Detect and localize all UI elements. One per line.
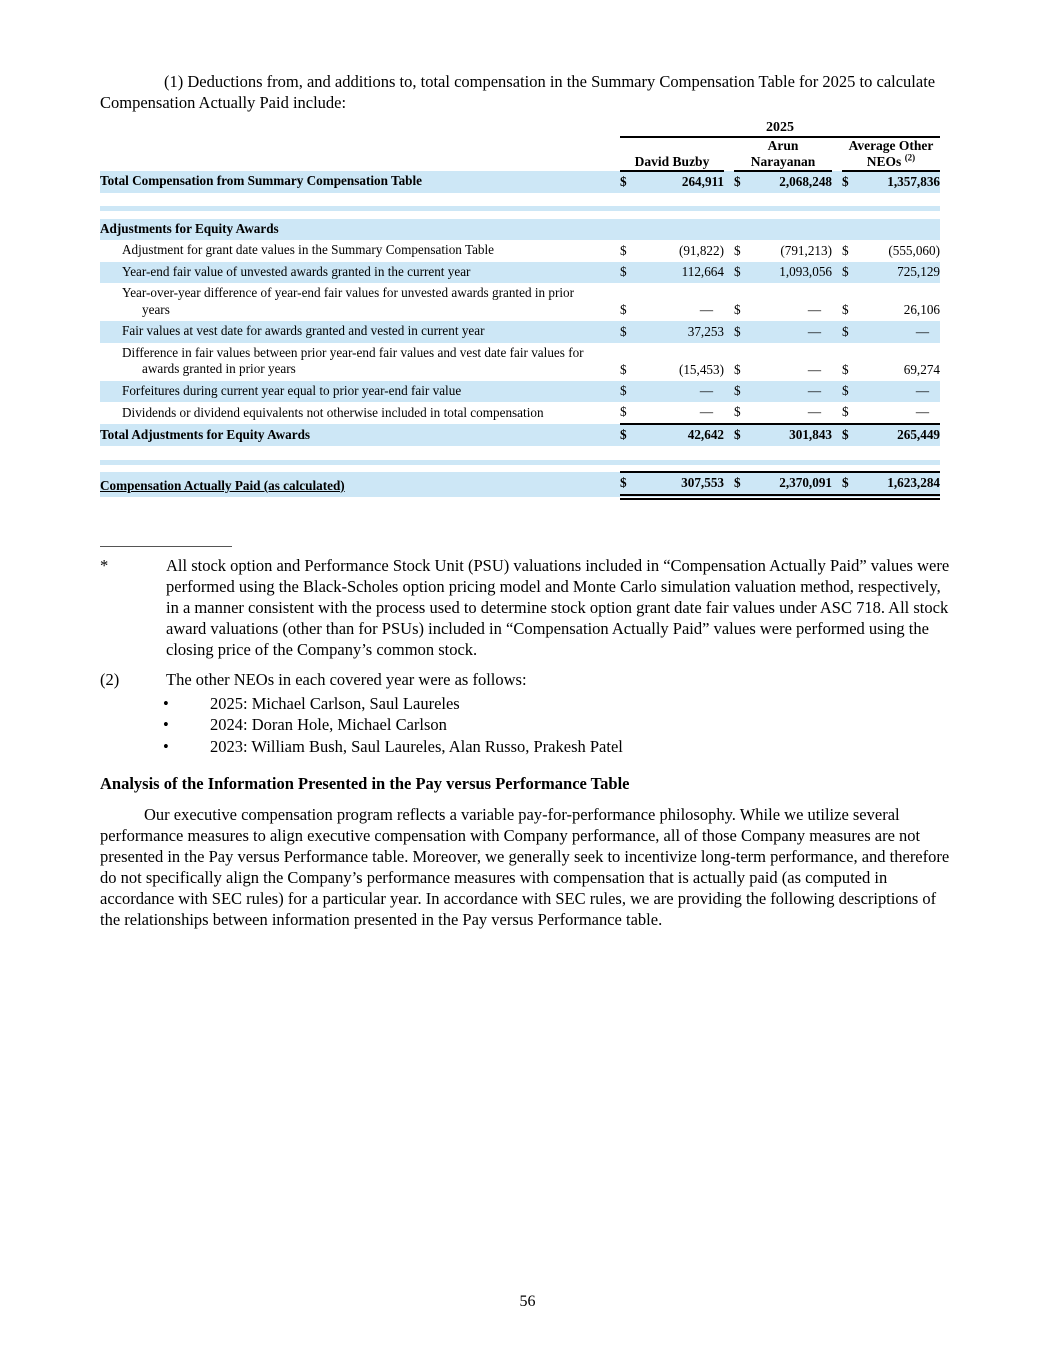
cell-value: 42,642	[636, 424, 724, 446]
cell-value: —	[807, 302, 821, 318]
table-row	[100, 262, 940, 284]
spacer-cell	[100, 211, 940, 219]
column-gap	[832, 472, 842, 497]
row-label-line: Difference in fair values between prior year-end fair values and vest date fair values for	[122, 344, 584, 360]
page-number: 56	[519, 1293, 536, 1310]
currency-symbol: $	[842, 262, 858, 284]
column-gap	[724, 472, 734, 497]
row-label	[100, 472, 620, 497]
row-label	[100, 424, 620, 446]
cell-value: 26,106	[903, 302, 940, 318]
currency-symbol: $	[842, 302, 849, 318]
cell-value: 265,449	[858, 424, 940, 446]
cell-value: (15,453)	[678, 361, 724, 377]
currency-symbol: $	[734, 472, 750, 497]
cell-value: —	[699, 302, 713, 318]
compensation-table	[100, 120, 940, 500]
table-row	[100, 402, 940, 424]
analysis-section-heading: Analysis of the Information Presented in the Pay versus Performance Table	[100, 774, 630, 794]
table-header	[100, 120, 940, 171]
cell-value: 2,068,248	[750, 171, 832, 193]
cell-value: —	[750, 321, 832, 343]
cell-value: (791,213)	[780, 242, 832, 258]
cell-value: 37,253	[636, 321, 724, 343]
spacer-row	[100, 193, 940, 206]
bullet-icon: •	[163, 715, 169, 735]
table-row	[100, 283, 940, 321]
neo-list-item-2025	[100, 693, 950, 714]
spacer-cell	[100, 446, 940, 460]
column-header-arun-narayanan	[734, 137, 832, 171]
neo-list-text: 2024: Doran Hole, Michael Carlson	[210, 715, 447, 735]
currency-symbol: $	[842, 424, 858, 446]
column-header-label: David Buzby	[634, 153, 710, 169]
cell-value: 725,129	[858, 262, 940, 284]
cell-value: 307,553	[636, 472, 724, 497]
column-gap	[724, 381, 734, 403]
table-row	[100, 381, 940, 403]
cell-value: —	[807, 361, 821, 377]
column-gap	[832, 262, 842, 284]
column-header-david-buzby	[620, 137, 724, 171]
currency-symbol: $	[620, 321, 636, 343]
cell-value: (555,060)	[888, 242, 940, 258]
footnote-star	[100, 556, 950, 661]
currency-symbol: $	[734, 242, 741, 258]
cell-value: 264,911	[636, 171, 724, 193]
column-header-row	[100, 137, 940, 171]
row-label-line: Year-end fair value of unvested awards granted in the current year	[122, 263, 471, 279]
cell-value: (91,822)	[678, 242, 724, 258]
row-label	[100, 343, 620, 381]
column-gap	[724, 424, 734, 446]
table-row	[100, 424, 940, 446]
column-gap	[724, 321, 734, 343]
spacer-row	[100, 465, 940, 472]
row-label-line: Adjustments for Equity Awards	[100, 220, 279, 236]
column-gap	[832, 381, 842, 403]
row-label-line: Dividends or dividend equivalents not otherwise included in total compensation	[122, 404, 544, 420]
currency-symbol: $	[620, 381, 636, 403]
footnote-star-text: All stock option and Performance Stock Unit (PSU) valuations included in “Compensation Actually Paid” values were performed using the Black-Scholes option pricing model and Monte Carlo simulation valuation method, respectively, in a manner consistent with the process used to determine stock option grant date fair values under ASC 718. All stock award valuations (other than for PSUs) included in “Compensation Actually Paid” values were performed using the closing price of the Company’s common stock.	[166, 556, 950, 660]
column-gap	[724, 240, 734, 262]
table-row	[100, 321, 940, 343]
currency-symbol: $	[620, 361, 627, 377]
cell-value: —	[750, 402, 832, 424]
currency-symbol: $	[620, 302, 627, 318]
footnote-2	[100, 670, 950, 691]
currency-symbol: $	[734, 361, 741, 377]
currency-symbol: $	[842, 472, 858, 497]
spacer-row	[100, 211, 940, 219]
column-gap	[832, 171, 842, 193]
cell-value: —	[636, 402, 724, 424]
row-label	[100, 402, 620, 424]
column-header-label: Average Other NEOs	[848, 137, 934, 169]
table-row	[100, 343, 940, 381]
neo-list-text: 2025: Michael Carlson, Saul Laureles	[210, 693, 460, 713]
cell-value: —	[636, 381, 724, 403]
column-gap	[832, 424, 842, 446]
cell-value: 1,093,056	[750, 262, 832, 284]
cell-value: 301,843	[750, 424, 832, 446]
table-row	[100, 240, 940, 262]
row-label-line: Adjustment for grant date values in the Summary Compensation Table	[122, 242, 495, 258]
cell-value: 1,623,284	[858, 472, 940, 497]
bullet-icon: •	[163, 693, 169, 713]
currency-symbol: $	[620, 242, 627, 258]
row-label	[100, 262, 620, 284]
cell-value: 69,274	[903, 361, 940, 377]
cell-value: —	[750, 381, 832, 403]
currency-symbol: $	[620, 262, 636, 284]
column-gap	[832, 240, 842, 262]
column-header-superscript: (2)	[904, 152, 916, 163]
neo-list-item-2023	[100, 736, 950, 757]
column-gap	[724, 402, 734, 424]
column-gap	[724, 283, 734, 321]
currency-symbol: $	[734, 262, 750, 284]
header-spacer-cell	[100, 120, 620, 137]
neo-list-item-2024	[100, 714, 950, 735]
row-label	[100, 381, 620, 403]
row-label-line: Total Adjustments for Equity Awards	[100, 426, 311, 442]
bullet-icon: •	[163, 736, 169, 756]
cell-value: —	[858, 402, 940, 424]
column-gap	[724, 343, 734, 381]
currency-symbol: $	[734, 424, 750, 446]
column-gap	[832, 321, 842, 343]
row-label-line: Compensation Actually Paid (as calculated)	[100, 477, 345, 493]
cell-value: —	[858, 381, 940, 403]
column-gap	[724, 262, 734, 284]
row-label	[100, 283, 620, 321]
currency-symbol: $	[842, 321, 858, 343]
currency-symbol: $	[842, 381, 858, 403]
row-label-line: years	[142, 301, 170, 317]
row-label-line: Fair values at vest date for awards granted and vested in current year	[122, 323, 485, 339]
row-label	[100, 240, 620, 262]
footnote-2-text: The other NEOs in each covered year were as follows:	[166, 670, 527, 690]
row-label-line: Forfeitures during current year equal to prior year-end fair value	[122, 382, 462, 398]
column-header-label: Arun Narayanan	[750, 137, 816, 169]
row-label	[100, 171, 620, 193]
intro-paragraph: (1) Deductions from, and additions to, total compensation in the Summary Compensation Table for 2025 to calculate Compensation Actually Paid include:	[100, 72, 936, 112]
column-gap	[832, 343, 842, 381]
column-header-average-other-neos	[842, 137, 940, 171]
column-gap	[832, 137, 842, 171]
currency-symbol: $	[620, 424, 636, 446]
compensation-table-body	[100, 171, 940, 498]
analysis-paragraph: Our executive compensation program reflects a variable pay-for-performance philosophy. While we utilize several performance measures to align executive compensation with Company performance, all of those Company measures are not presented in the Pay versus Performance table. Moreover, we generally seek to incentivize long-term performance, and therefore do not specifically align the Company’s performance measures with compensation that is actually paid (as computed in accordance with SEC rules) for a particular year. In accordance with SEC rules, we are providing the following descriptions of the relationships between information presented in the Pay versus Performance table.	[100, 805, 950, 930]
currency-symbol: $	[842, 361, 849, 377]
column-gap	[724, 171, 734, 193]
row-label-line: Year-over-year difference of year-end fair values for unvested awards granted in prior	[122, 285, 575, 301]
currency-symbol: $	[734, 381, 750, 403]
table-row	[100, 219, 940, 241]
currency-symbol: $	[734, 321, 750, 343]
column-gap	[724, 137, 734, 171]
spacer-row	[100, 446, 940, 460]
currency-symbol: $	[620, 402, 636, 424]
table-row	[100, 171, 940, 193]
currency-symbol: $	[842, 402, 858, 424]
currency-symbol: $	[620, 171, 636, 193]
footnote-2-marker: (2)	[100, 670, 120, 690]
row-label	[100, 321, 620, 343]
cell-value: 2,370,091	[750, 472, 832, 497]
column-gap	[832, 283, 842, 321]
footnote-divider	[100, 546, 232, 547]
currency-symbol: $	[734, 402, 750, 424]
header-spacer-cell	[100, 137, 620, 171]
row-span-cell	[620, 219, 940, 241]
row-label-line: awards granted in prior years	[142, 361, 296, 377]
row-label-line: Total Compensation from Summary Compensation Table	[100, 173, 423, 189]
neo-list-text: 2023: William Bush, Saul Laureles, Alan Russo, Prakesh Patel	[210, 736, 623, 756]
column-gap	[832, 402, 842, 424]
cell-value: 112,664	[636, 262, 724, 284]
currency-symbol: $	[734, 171, 750, 193]
spacer-cell	[100, 465, 940, 472]
currency-symbol: $	[620, 472, 636, 497]
spacer-cell	[100, 193, 940, 206]
currency-symbol: $	[842, 242, 849, 258]
currency-symbol: $	[734, 302, 741, 318]
currency-symbol: $	[842, 171, 858, 193]
footnote-star-marker: *	[100, 556, 109, 576]
year-header-row	[100, 120, 940, 137]
row-label	[100, 219, 620, 241]
cell-value: —	[858, 321, 940, 343]
year-header: 2025	[620, 120, 940, 137]
table-row	[100, 472, 940, 497]
cell-value: 1,357,836	[858, 171, 940, 193]
